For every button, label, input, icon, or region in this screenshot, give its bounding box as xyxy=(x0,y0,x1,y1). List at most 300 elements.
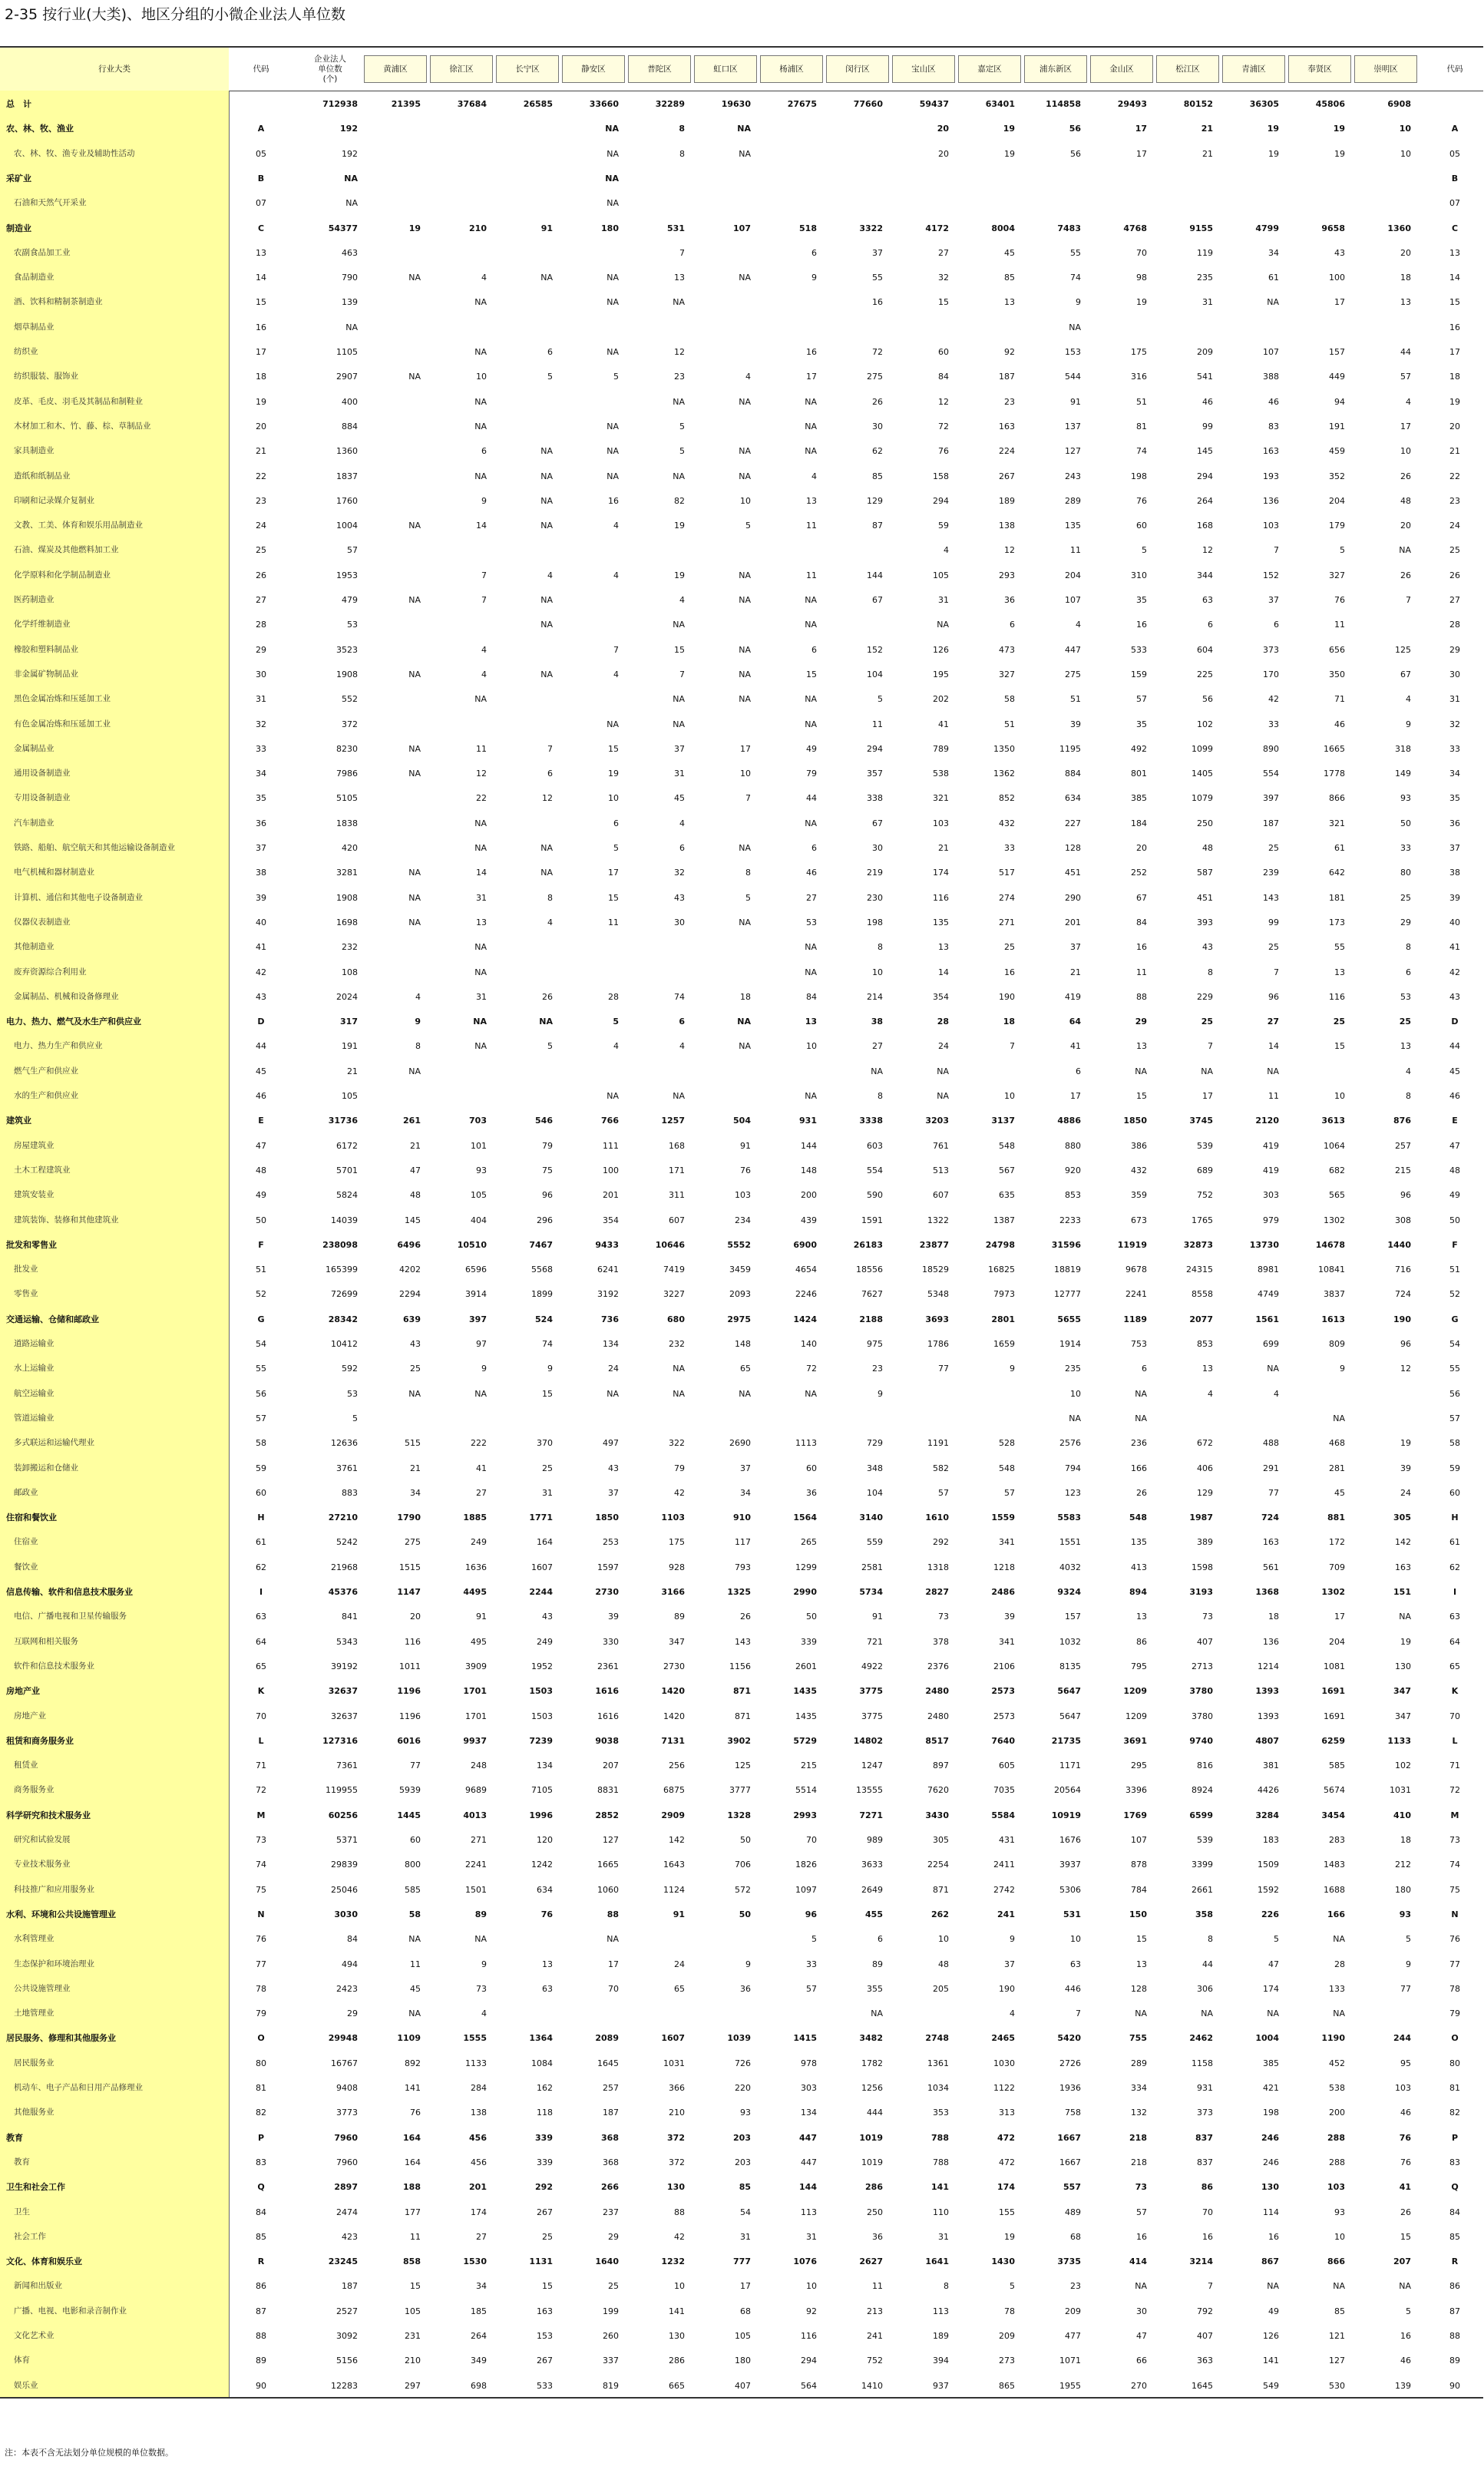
district-value-cell: NA xyxy=(408,1388,421,1399)
district-value-cell: 119 xyxy=(1197,247,1213,258)
district-value-cell xyxy=(759,1060,817,1084)
industry-name: 社会工作 xyxy=(14,2231,46,2241)
district-value-cell xyxy=(1287,1382,1345,1407)
district-value-cell: 13 xyxy=(1004,297,1015,308)
district-value-cell: 129 xyxy=(1197,1487,1213,1498)
district-value-cell: 4 xyxy=(811,471,817,481)
industry-code-right: 70 xyxy=(1449,1711,1460,1721)
district-value-cell: 4 xyxy=(481,644,487,655)
district-value-cell: NA xyxy=(871,2008,883,2019)
district-value-cell: NA xyxy=(606,273,619,283)
total-value-cell: 884 xyxy=(342,421,358,431)
district-value-cell: 1665 xyxy=(1324,743,1345,754)
district-value-cell: 1914 xyxy=(1059,1339,1081,1350)
district-value-cell: 19 xyxy=(1400,1438,1411,1449)
district-value-cell: 116 xyxy=(405,1636,421,1647)
district-value-cell: 858 xyxy=(403,2256,421,2267)
total-value-cell: 790 xyxy=(342,273,358,283)
district-value-cell: 296 xyxy=(537,1215,553,1225)
district-value-cell: 24 xyxy=(608,1364,619,1374)
district-value-cell: 105 xyxy=(405,2306,421,2316)
district-value-cell: 1133 xyxy=(465,2058,487,2068)
district-value-cell: 447 xyxy=(799,2132,817,2143)
district-value-cell: NA xyxy=(937,1066,949,1076)
district-value-cell: 92 xyxy=(806,2306,817,2316)
district-value-cell: 13 xyxy=(1400,297,1411,308)
district-value-cell xyxy=(692,1407,751,1431)
district-value-cell: 1778 xyxy=(1324,769,1345,779)
industry-code: 86 xyxy=(256,2281,266,2292)
district-value-cell: NA xyxy=(408,669,421,679)
district-value-cell: 14 xyxy=(476,868,487,878)
district-value-cell: 303 xyxy=(801,2083,817,2094)
header-district: 宝山区 xyxy=(892,55,955,83)
district-value-cell: 531 xyxy=(667,223,685,233)
district-value-cell: 1360 xyxy=(1387,223,1411,233)
industry-code: 36 xyxy=(256,818,266,828)
district-value-cell: 25 xyxy=(1399,1017,1411,1027)
district-value-cell: 95 xyxy=(1400,2058,1411,2068)
district-value-cell: NA xyxy=(673,471,685,481)
district-value-cell: 76 xyxy=(540,1909,553,1919)
district-value-cell: 25 xyxy=(1333,1017,1345,1027)
table-row xyxy=(0,1332,1483,1357)
industry-code-right: H xyxy=(1451,1513,1459,1523)
district-value-cell: 145 xyxy=(1197,446,1213,457)
district-value-cell xyxy=(891,2002,949,2026)
district-value-cell: 60 xyxy=(806,1463,817,1473)
industry-code: 56 xyxy=(256,1388,266,1399)
district-value-cell: 19 xyxy=(1004,2231,1015,2242)
district-value-cell xyxy=(494,1407,553,1431)
district-value-cell: 1209 xyxy=(1125,1711,1147,1721)
industry-code-right: 42 xyxy=(1449,967,1460,977)
industry-code: 16 xyxy=(256,322,266,332)
district-value-cell: 4799 xyxy=(1255,223,1279,233)
total-value-cell: 7960 xyxy=(334,2132,358,2143)
district-value-cell: 57 xyxy=(938,1487,949,1498)
industry-code-right: 28 xyxy=(1449,620,1460,630)
district-value-cell: 164 xyxy=(405,2157,421,2167)
district-value-cell: 2975 xyxy=(727,1314,751,1324)
district-value-cell: 1607 xyxy=(661,2033,685,2044)
district-value-cell: 135 xyxy=(1065,521,1081,531)
district-value-cell: 57 xyxy=(1400,372,1411,382)
district-value-cell: 174 xyxy=(997,2182,1015,2193)
district-value-cell: 39 xyxy=(1070,719,1081,729)
district-value-cell: 168 xyxy=(669,1140,685,1151)
table-row xyxy=(0,886,1483,911)
district-value-cell: 44 xyxy=(1202,1959,1213,1969)
district-value-cell: 327 xyxy=(999,669,1015,679)
district-value-cell: 187 xyxy=(1263,818,1279,828)
district-value-cell: 89 xyxy=(674,1612,685,1622)
district-value-cell xyxy=(692,290,751,315)
district-value-cell: 73 xyxy=(938,1612,949,1622)
district-value-cell: NA xyxy=(606,198,619,209)
district-value-cell: 1613 xyxy=(1321,1314,1345,1324)
district-value-cell: 96 xyxy=(805,1909,817,1919)
industry-name: 汽车制造业 xyxy=(14,818,55,828)
district-value-cell: 1242 xyxy=(531,1860,553,1870)
district-value-cell: 4013 xyxy=(463,1810,487,1820)
district-value-cell: 5 xyxy=(1406,1934,1411,1945)
district-value-cell: 3193 xyxy=(1189,1587,1213,1598)
table-row xyxy=(0,2101,1483,2125)
total-value-cell: 232 xyxy=(342,942,358,953)
industry-code: 70 xyxy=(256,1711,266,1721)
district-value-cell: 1640 xyxy=(595,2256,619,2267)
total-value-cell: 45376 xyxy=(328,1587,358,1598)
district-value-cell: 9324 xyxy=(1057,1587,1081,1598)
district-value-cell: 837 xyxy=(1195,2132,1213,2143)
district-value-cell: 45806 xyxy=(1315,99,1345,109)
district-value-cell: 548 xyxy=(999,1140,1015,1151)
district-value-cell: 11 xyxy=(410,1959,421,1969)
district-value-cell xyxy=(1353,167,1411,191)
district-value-cell: 128 xyxy=(1065,843,1081,854)
district-value-cell: 421 xyxy=(1263,2083,1279,2094)
district-value-cell: 504 xyxy=(733,1116,751,1126)
district-value-cell xyxy=(428,613,487,637)
district-value-cell: 1124 xyxy=(663,1884,685,1895)
total-value-cell: 31736 xyxy=(328,1116,358,1126)
district-value-cell: 15 xyxy=(1136,1934,1147,1945)
industry-name: 管道运输业 xyxy=(14,1413,55,1423)
industry-code-right: 30 xyxy=(1449,669,1460,679)
table-row xyxy=(0,1927,1483,1952)
industry-code: 30 xyxy=(256,669,266,679)
district-value-cell: 31 xyxy=(1202,297,1213,308)
industry-code: P xyxy=(257,2132,265,2143)
total-value-cell: 2474 xyxy=(336,2207,358,2217)
district-value-cell: 200 xyxy=(801,1190,817,1201)
header-district: 浦东新区 xyxy=(1024,55,1087,83)
district-value-cell: NA xyxy=(408,868,421,878)
district-value-cell: 530 xyxy=(1329,2380,1345,2391)
district-value-cell: 1247 xyxy=(861,1761,883,1771)
district-value-cell xyxy=(692,935,751,960)
district-value-cell: NA xyxy=(805,942,817,953)
district-value-cell: 103 xyxy=(933,818,949,828)
district-value-cell: NA xyxy=(474,1041,487,1052)
district-value-cell: 308 xyxy=(1395,1215,1411,1225)
district-value-cell xyxy=(362,290,421,315)
district-value-cell: NA xyxy=(1069,322,1081,332)
industry-name: 金属制品、机械和设备修理业 xyxy=(14,991,119,1001)
district-value-cell xyxy=(957,167,1015,191)
district-value-cell: 761 xyxy=(933,1140,949,1151)
industry-name: 家具制造业 xyxy=(14,446,55,456)
district-value-cell: 1071 xyxy=(1059,2356,1081,2366)
industry-name: 教育 xyxy=(14,2157,30,2167)
district-value-cell: 91 xyxy=(1070,396,1081,407)
district-value-cell: 185 xyxy=(471,2306,487,2316)
table-row xyxy=(0,1977,1483,2002)
district-value-cell: 15 xyxy=(410,2281,421,2292)
district-value-cell: 4172 xyxy=(925,223,949,233)
total-value-cell: 423 xyxy=(342,2231,358,2242)
industry-name: 制造业 xyxy=(6,223,31,233)
district-value-cell: 16 xyxy=(806,347,817,357)
district-value-cell: NA xyxy=(474,297,487,308)
district-value-cell: 26183 xyxy=(853,1239,883,1250)
district-value-cell xyxy=(891,316,949,340)
district-value-cell: 634 xyxy=(537,1884,553,1895)
district-value-cell: 1769 xyxy=(1123,1810,1147,1820)
district-value-cell: 322 xyxy=(669,1438,685,1449)
district-value-cell: 93 xyxy=(1334,2207,1345,2217)
table-row xyxy=(0,1481,1483,1506)
table-row xyxy=(0,1258,1483,1282)
table-body xyxy=(0,91,1483,2397)
district-value-cell: 1099 xyxy=(1191,743,1213,754)
district-value-cell: 219 xyxy=(867,868,883,878)
district-value-cell xyxy=(428,538,487,563)
industry-code-right: 21 xyxy=(1449,446,1460,457)
district-value-cell: 305 xyxy=(1393,1513,1411,1523)
district-value-cell: 56 xyxy=(1202,694,1213,705)
district-value-cell: 590 xyxy=(867,1190,883,1201)
district-value-cell: 21 xyxy=(410,1140,421,1151)
district-value-cell: 1122 xyxy=(993,2083,1015,2094)
district-value-cell xyxy=(692,191,751,216)
district-value-cell: NA xyxy=(1135,2281,1147,2292)
district-value-cell: 25 xyxy=(1400,892,1411,903)
district-value-cell: 34 xyxy=(476,2281,487,2292)
district-value-cell: 162 xyxy=(537,2083,553,2094)
total-value-cell: 5 xyxy=(352,1413,358,1423)
district-value-cell: NA xyxy=(540,495,553,506)
industry-code-right xyxy=(1426,92,1483,117)
district-value-cell: 105 xyxy=(735,2331,751,2342)
district-value-cell: 13 xyxy=(806,495,817,506)
district-value-cell: NA xyxy=(1135,1388,1147,1399)
district-value-cell: 87 xyxy=(872,521,883,531)
total-value-cell: 72699 xyxy=(331,1289,358,1300)
district-value-cell: 2581 xyxy=(861,1562,883,1572)
district-value-cell: 72 xyxy=(938,421,949,431)
district-value-cell: 15 xyxy=(938,297,949,308)
district-value-cell xyxy=(362,142,421,167)
district-value-cell: 4 xyxy=(547,917,553,927)
district-value-cell: 809 xyxy=(1329,1339,1345,1350)
district-value-cell: 2726 xyxy=(1059,2058,1081,2068)
district-value-cell: NA xyxy=(474,471,487,481)
district-value-cell: NA xyxy=(408,917,421,927)
district-value-cell: 41 xyxy=(1399,2182,1411,2193)
district-value-cell: NA xyxy=(805,1388,817,1399)
total-value-cell: 54377 xyxy=(328,223,358,233)
industry-name: 零售业 xyxy=(14,1289,38,1299)
district-value-cell xyxy=(1089,316,1147,340)
table-row xyxy=(0,1407,1483,1431)
district-value-cell: 13730 xyxy=(1249,1239,1279,1250)
district-value-cell: 852 xyxy=(999,793,1015,804)
industry-code-right: F xyxy=(1452,1239,1458,1250)
table-row xyxy=(0,2200,1483,2225)
district-value-cell: 373 xyxy=(1263,644,1279,655)
district-value-cell: 1415 xyxy=(793,2033,817,2044)
district-value-cell: 357 xyxy=(867,769,883,779)
table-row xyxy=(0,1630,1483,1655)
district-value-cell: 264 xyxy=(471,2331,487,2342)
industry-code: 44 xyxy=(256,1041,266,1052)
table-title: 2-35 按行业(大类)、地区分组的小微企业法人单位数 xyxy=(5,6,345,23)
industry-name: 互联网和相关服务 xyxy=(14,1636,78,1646)
district-value-cell: 105 xyxy=(471,1190,487,1201)
district-value-cell: 1030 xyxy=(993,2058,1015,2068)
district-value-cell: 36 xyxy=(740,1983,751,1994)
district-value-cell: 7 xyxy=(481,570,487,580)
district-value-cell: 142 xyxy=(1395,1537,1411,1548)
industry-name: 文教、工美、体育和娱乐用品制造业 xyxy=(14,521,143,531)
industry-code: 72 xyxy=(256,1785,266,1796)
district-value-cell: 19 xyxy=(1268,148,1279,159)
district-value-cell: 4 xyxy=(1406,1066,1411,1076)
district-value-cell: 70 xyxy=(806,1835,817,1846)
district-value-cell: 1190 xyxy=(1321,2033,1345,2044)
district-value-cell: 10646 xyxy=(655,1239,685,1250)
district-value-cell: 1405 xyxy=(1191,769,1213,779)
industry-name: 机动车、电子产品和日用产品修理业 xyxy=(14,2083,143,2093)
district-value-cell: 204 xyxy=(1065,570,1081,580)
district-value-cell: 788 xyxy=(931,2132,949,2143)
table-row xyxy=(0,588,1483,613)
district-value-cell: 164 xyxy=(537,1537,553,1548)
district-value-cell: 74 xyxy=(1070,273,1081,283)
table-row xyxy=(0,1382,1483,1407)
district-value-cell: 71 xyxy=(1334,694,1345,705)
total-value-cell: 1953 xyxy=(336,570,358,580)
district-value-cell: 7 xyxy=(1208,2281,1213,2292)
industry-code-right: 90 xyxy=(1449,2380,1460,2391)
district-value-cell: 267 xyxy=(537,2356,553,2366)
district-value-cell: 10 xyxy=(740,769,751,779)
district-value-cell: 447 xyxy=(1065,644,1081,655)
district-value-cell: 20564 xyxy=(1054,1785,1081,1796)
district-value-cell: 290 xyxy=(1065,892,1081,903)
district-value-cell: 3613 xyxy=(1321,1116,1345,1126)
district-value-cell xyxy=(825,191,883,216)
district-value-cell: 528 xyxy=(999,1438,1015,1449)
district-value-cell: 241 xyxy=(997,1909,1015,1919)
industry-code: 29 xyxy=(256,644,266,655)
industry-code-right: 64 xyxy=(1449,1636,1460,1647)
district-value-cell: 2254 xyxy=(927,1860,949,1870)
category-row xyxy=(0,1729,1483,1754)
district-value-cell xyxy=(494,1084,553,1109)
category-row xyxy=(0,1010,1483,1034)
district-value-cell: 23 xyxy=(1004,396,1015,407)
total-value-cell: 23245 xyxy=(328,2256,358,2267)
district-value-cell: 236 xyxy=(1131,1438,1147,1449)
total-value-cell: 5242 xyxy=(336,1537,358,1548)
industry-code-right: 74 xyxy=(1449,1860,1460,1870)
district-value-cell: 4 xyxy=(415,991,421,1002)
district-value-cell: 910 xyxy=(733,1513,751,1523)
district-value-cell: 4 xyxy=(613,570,619,580)
district-value-cell: 8 xyxy=(1406,942,1411,953)
industry-name: 非金属矿物制品业 xyxy=(14,669,78,679)
district-value-cell: 66 xyxy=(1136,2356,1147,2366)
district-value-cell: 350 xyxy=(1329,669,1345,679)
district-value-cell: 25 xyxy=(542,1463,553,1473)
district-value-cell: 5 xyxy=(745,892,751,903)
district-value-cell: 50 xyxy=(1400,818,1411,828)
district-value-cell: 31 xyxy=(542,1487,553,1498)
district-value-cell: 673 xyxy=(1131,1215,1147,1225)
district-value-cell: 168 xyxy=(1197,521,1213,531)
district-value-cell: 349 xyxy=(471,2356,487,2366)
district-value-cell: 8 xyxy=(944,2281,949,2292)
total-value-cell: NA xyxy=(345,198,358,209)
district-value-cell: 517 xyxy=(999,868,1015,878)
district-value-cell: 9937 xyxy=(463,1735,487,1746)
district-value-cell xyxy=(626,538,685,563)
district-value-cell: 9038 xyxy=(595,1735,619,1746)
industry-name: 农、林、牧、渔专业及辅助性活动 xyxy=(14,148,135,158)
district-value-cell: 6 xyxy=(679,1017,685,1027)
district-value-cell: 36305 xyxy=(1249,99,1279,109)
district-value-cell: 1393 xyxy=(1258,1711,1279,1721)
district-value-cell: NA xyxy=(739,273,751,283)
industry-code: 28 xyxy=(256,620,266,630)
district-value-cell: 680 xyxy=(667,1314,685,1324)
district-value-cell: 275 xyxy=(1065,669,1081,679)
district-value-cell: 152 xyxy=(1263,570,1279,580)
district-value-cell xyxy=(692,1060,751,1084)
total-value-cell: 841 xyxy=(342,1612,358,1622)
district-value-cell: 12 xyxy=(542,793,553,804)
district-value-cell: 288 xyxy=(1329,2157,1345,2167)
district-value-cell: 472 xyxy=(999,2157,1015,2167)
district-value-cell xyxy=(362,935,421,960)
district-value-cell: NA xyxy=(739,1388,751,1399)
district-value-cell: 17 xyxy=(1334,1612,1345,1622)
industry-code: E xyxy=(258,1116,264,1126)
district-value-cell: 546 xyxy=(535,1116,553,1126)
district-value-cell: 42 xyxy=(1268,694,1279,705)
district-value-cell: 6259 xyxy=(1321,1735,1345,1746)
district-value-cell: 788 xyxy=(933,2157,949,2167)
district-value-cell: 164 xyxy=(403,2132,421,2143)
district-value-cell: 19 xyxy=(1400,1636,1411,1647)
district-value-cell: 24 xyxy=(674,1959,685,1969)
district-value-cell xyxy=(428,1060,487,1084)
table-row xyxy=(0,985,1483,1010)
industry-code: 35 xyxy=(256,793,266,804)
district-value-cell: 1113 xyxy=(795,1438,817,1449)
table-row xyxy=(0,1828,1483,1853)
industry-name: 文化、体育和娱乐业 xyxy=(6,2256,82,2267)
industry-code-right: 07 xyxy=(1449,198,1460,209)
district-value-cell: 14678 xyxy=(1315,1239,1345,1250)
district-value-cell: 1782 xyxy=(861,2058,883,2068)
total-value-cell: NA xyxy=(344,173,358,183)
district-value-cell: 3780 xyxy=(1191,1711,1213,1721)
district-value-cell xyxy=(825,117,883,141)
district-value-cell: NA xyxy=(1267,2008,1279,2019)
district-value-cell: 313 xyxy=(999,2108,1015,2118)
district-value-cell: 7 xyxy=(1406,595,1411,606)
district-value-cell: 604 xyxy=(1197,644,1213,655)
district-value-cell: 6 xyxy=(1076,1066,1081,1076)
district-value-cell: 7640 xyxy=(991,1735,1015,1746)
district-value-cell: 10 xyxy=(1400,446,1411,457)
district-value-cell: 11 xyxy=(1334,620,1345,630)
district-value-cell: NA xyxy=(1399,2281,1411,2292)
